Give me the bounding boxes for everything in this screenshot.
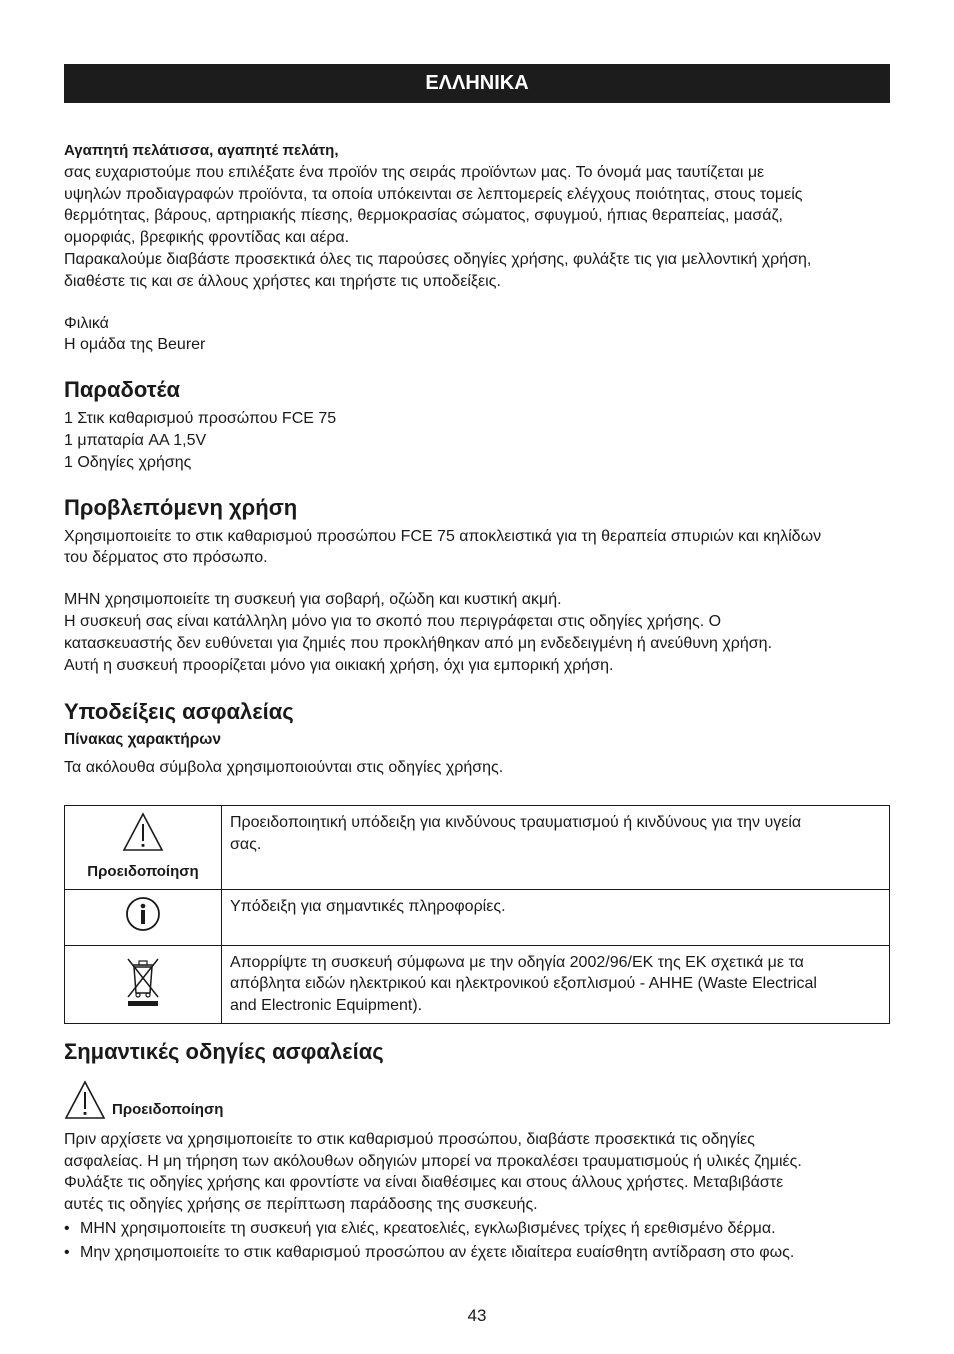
- intro-line: διαθέστε τις και σε άλλους χρήστες και τηρήστε τις υποδείξεις.: [64, 272, 501, 290]
- important-line: ασφαλείας. Η μη τήρηση των ακόλουθων οδηγιών μπορεί να προκαλέσει τραυματισμούς ή υλικές ζημιές.: [64, 1152, 802, 1170]
- important-line: Φυλάξτε τις οδηγίες χρήσης και φροντίστε να είναι διαθέσιμες και στους άλλους χρήστες. Μεταβιβάστε: [64, 1174, 784, 1192]
- description-line: Προειδοποιητική υπόδειξη για κινδύνους τραυματισμού ή κινδύνους για την υγεία: [230, 814, 802, 832]
- symbol-label-warning: Προειδοποίηση: [87, 862, 199, 880]
- table-row: [65, 945, 890, 1023]
- language-header-bar: [64, 64, 890, 103]
- intro-line: Παρακαλούμε διαβάστε προσεκτικά όλες τις παρούσες οδηγίες χρήσης, φυλάξτε τις για μελλοντική χρήση,: [64, 250, 812, 268]
- signature: Η ομάδα της Beurer: [64, 336, 206, 354]
- delivery-item: 1 Στικ καθαρισμού προσώπου FCE 75: [64, 410, 337, 428]
- symbols-subtitle: Πίνακας χαρακτήρων: [64, 731, 222, 749]
- intended-use-line: ΜΗΝ χρησιμοποιείτε τη συσκευή για σοβαρή, οζώδη και κυστική ακμή.: [64, 591, 562, 609]
- intended-use-line: Χρησιμοποιείτε το στικ καθαρισμού προσώπου FCE 75 αποκλειστικά για τη θεραπεία σπυριών και κηλίδων: [64, 527, 822, 545]
- crossed-bin-icon: [126, 994, 160, 1011]
- description-line: Υπόδειξη για σημαντικές πληροφορίες.: [230, 897, 506, 915]
- salutation: Αγαπητή πελάτισσα, αγαπητέ πελάτη,: [64, 142, 339, 159]
- intro-line: σας ευχαριστούμε που επιλέξατε ένα προϊόν της σειράς προϊόντων μας. Το όνομά μας ταυτίζεται με: [64, 163, 765, 181]
- section-title-intended-use: Προβλεπόμενη χρήση: [64, 494, 298, 520]
- intended-use-line: κατασκευαστής δεν ευθύνεται για ζημιές που προκλήθηκαν από μη ενδεδειγμένη ή ανεύθυνη χρήση.: [64, 634, 773, 652]
- page-content: [64, 140, 890, 1264]
- warning-label: Προειδοποίηση: [112, 1101, 224, 1119]
- description-line: σας.: [230, 835, 262, 853]
- intended-use-line: Η συσκευή σας είναι κατάλληλη μόνο για το σκοπό που περιγράφεται στις οδηγίες χρήσης. Ο: [64, 612, 722, 630]
- page-number: 43: [467, 1306, 487, 1325]
- symbol-description: [222, 889, 890, 945]
- section-title-delivery: Παραδοτέα: [64, 377, 180, 403]
- info-icon: [125, 919, 161, 936]
- symbols-table: [64, 805, 890, 1024]
- important-line: αυτές τις οδηγίες χρήσης σε περίπτωση παράδοσης της συσκευής.: [64, 1196, 538, 1214]
- important-line: Πριν αρχίσετε να χρησιμοποιείτε το στικ καθαρισμού προσώπου, διαβάστε προσεκτικά τις οδηγίες: [64, 1130, 755, 1148]
- section-title-safety: Υποδείξεις ασφαλείας: [64, 699, 294, 725]
- table-row: [65, 806, 890, 890]
- intro-line: ομορφιάς, βρεφικής φροντίδας και αέρα.: [64, 229, 350, 247]
- section-title-important-safety: Σημαντικές οδηγίες ασφαλείας: [64, 1038, 384, 1064]
- description-line: απόβλητα ειδών ηλεκτρικού και ηλεκτρονικού εξοπλισμού - ΑΗΗΕ (Waste Electrical: [230, 975, 817, 993]
- list-item: • ΜΗΝ χρησιμοποιείτε τη συσκευή για ελιές, κρεατοελιές, εγκλωβισμένες τρίχες ή ερεθισμένο δέρμα.: [64, 1218, 890, 1240]
- intro-line: υψηλών προδιαγραφών προϊόντα, τα οποία υπόκεινται σε λεπτομερείς ελέγχους ποιότητας, στους τομείς: [64, 185, 803, 203]
- delivery-item: 1 μπαταρία AA 1,5V: [64, 431, 207, 449]
- intro-line: θερμότητας, βάρους, αρτηριακής πίεσης, θερμοκρασίας σώματος, σφυγμού, ήπιας θεραπείας, μασάζ,: [64, 207, 783, 225]
- description-line: and Electronic Equipment).: [230, 997, 423, 1015]
- closing: Φιλικά: [64, 314, 109, 332]
- warning-triangle-icon: [64, 1080, 106, 1127]
- symbol-description: [222, 806, 890, 890]
- description-line: Απορρίψτε τη συσκευή σύμφωνα με την οδηγία 2002/96/ΕΚ της ΕΚ σχετικά με τα: [230, 953, 804, 971]
- table-row: [65, 889, 890, 945]
- warning-triangle-icon: [122, 839, 164, 856]
- intended-use-line: Αυτή η συσκευή προορίζεται μόνο για οικιακή χρήση, όχι για εμπορική χρήση.: [64, 656, 614, 674]
- delivery-item: 1 Οδηγίες χρήσης: [64, 453, 192, 471]
- list-item: • Μην χρησιμοποιείτε το στικ καθαρισμού προσώπου αν έχετε ιδιαίτερα ευαίσθητη αντίδραση στο φως.: [64, 1242, 890, 1264]
- symbol-cell: [65, 945, 222, 1023]
- intended-use-line: του δέρματος στο πρόσωπο.: [64, 549, 268, 567]
- warning-heading: [64, 1080, 890, 1127]
- symbol-cell: [65, 889, 222, 945]
- symbol-cell: [65, 806, 222, 890]
- symbols-intro: Τα ακόλουθα σύμβολα χρησιμοποιούνται στις οδηγίες χρήσης.: [64, 759, 504, 777]
- symbol-description: [222, 945, 890, 1023]
- safety-bullet-list: [64, 1218, 890, 1264]
- language-title: ΕΛΛΗΝΙΚΑ: [425, 72, 529, 94]
